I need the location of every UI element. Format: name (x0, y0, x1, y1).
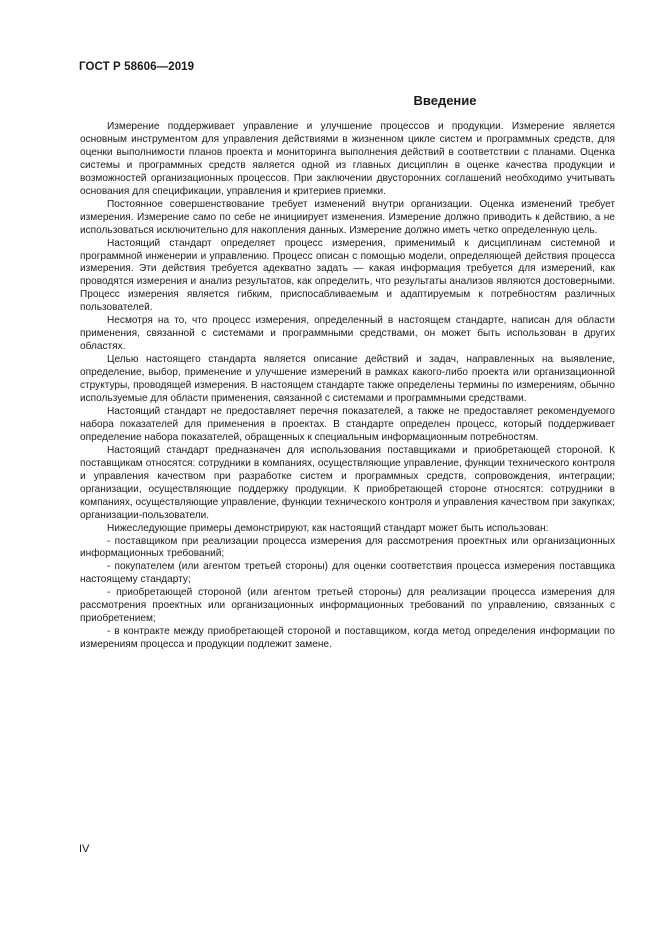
paragraph: Целью настоящего стандарта является описание действий и задач, направленных на выявление, определение, выбор, применение и улучшение измерений в рамках какого-либо проекта или организационной структуры, проводящей измерения. В настоящем стандарте также определены термины по измерениям, обычно используемые для области применения, связанной с системами и программными средствами. (80, 354, 615, 405)
paragraph: Настоящий стандарт определяет процесс измерения, применимый к дисциплинам системной и программной инженерии и управлению. Процесс описан с помощью модели, определяющей действия процесса измерения. Эти действия требуется адекватно задать — какая информация требуется для измерений, как проводятся измерения и анализ результатов, как определить, что результаты анализов являются достоверными. Процесс измерения является гибким, приспосабливаемым и адаптируемым к потребностям различных пользователей. (80, 237, 615, 314)
paragraph: Несмотря на то, что процесс измерения, определенный в настоящем стандарте, написан для области применения, связанной с системами и программными средствами, он может быть использован в других областях. (80, 315, 615, 353)
paragraph: Настоящий стандарт не предоставляет перечня показателей, а также не предоставляет рекомендуемого набора показателей для применения в проектах. В стандарте определен процесс, который поддерживает определение набора показателей, обращенных к специальным информационным потребностям. (80, 405, 615, 443)
paragraph: Нижеследующие примеры демонстрируют, как настоящий стандарт может быть использован: (107, 522, 549, 534)
paragraph: Настоящий стандарт предназначен для использования поставщиками и приобретающей стороной. К поставщикам относятся: сотрудники в компаниях, осуществляющие управление, функции технического контроля и управления качеством при разработке систем и программных средств, сопровождения, интеграции; организации, осуществляющие поддержку продукции. К приобретающей стороне относятся: сотрудники в компаниях, осуществляющие управление, функции технического контроля и управления качеством при закупках; организации-пользователи. (80, 444, 615, 521)
document-code: ГОСТ Р 58606—2019 (79, 61, 195, 73)
page-number: IV (79, 843, 90, 855)
list-item: - в контракте между приобретающей стороной и поставщиком, когда метод определения информации по измерениям процесса и продукции подлежит замене. (80, 626, 615, 651)
list-item: - покупателем (или агентом третьей стороны) для оценки соответствия процесса измерения поставщика настоящему стандарту; (80, 561, 615, 586)
section-title: Введение (413, 93, 477, 108)
list-item: - поставщиком при реализации процесса измерения для рассмотрения проектных или организационных информационных требований; (80, 535, 615, 560)
list-item: - приобретающей стороной (или агентом третьей стороны) для реализации процесса измерения для рассмотрения проектных или организационных информационных требований по управлению, связанных с приобретением; (80, 587, 615, 625)
paragraph: Постоянное совершенствование требует изменений внутри организации. Оценка изменений требует измерения. Измерение само по себе не инициирует изменения. Измерение должно приводить к действию, а не использоваться исключительно для накопления данных. Измерение должно иметь четко определенную цель. (80, 198, 615, 236)
body-text (80, 121, 615, 652)
section-heading (80, 93, 615, 108)
paragraph: Измерение поддерживает управление и улучшение процессов и продукции. Измерение является основным инструментом для управления действиями в жизненном цикле систем и программных средств, для оценки выполнимости планов проекта и мониторинга выполнения действий в соответствии с планами. Оценка системы и программных средств является одной из главных дисциплин в оценке качества продукции и возможностей организационных процессов. При заключении двусторонних соглашений необходимо учитывать основания для спецификации, управления и критериев приемки. (80, 121, 615, 197)
